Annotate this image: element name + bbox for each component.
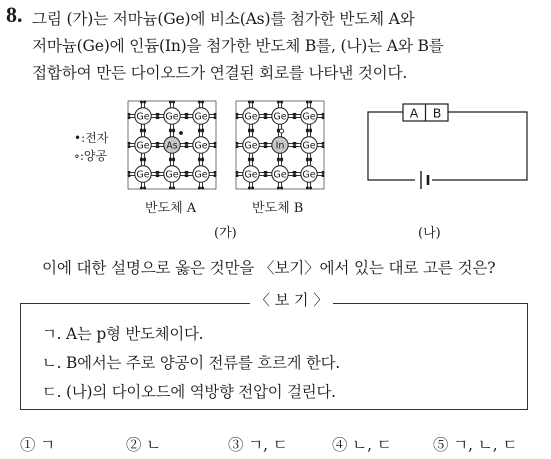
ge-atom-label: Ge <box>244 169 258 181</box>
stem-line-1: 그림 (가)는 저마늄(Ge)에 비소(As)를 첨가한 반도체 A와 <box>32 10 415 28</box>
circuit-wire <box>368 112 415 180</box>
legend-hole: ∘:양공 <box>74 149 108 163</box>
ge-atom-label: Ge <box>194 140 208 152</box>
choice-1[interactable]: ① ㄱ <box>20 436 56 454</box>
ge-atom-label: Ge <box>194 169 208 181</box>
ge-atom-label: Ge <box>273 111 287 123</box>
stem-line-3: 접합하여 만든 다이오드가 연결된 회로를 나타낸 것이다. <box>32 64 408 82</box>
choice-2[interactable]: ② ㄴ <box>126 436 162 454</box>
choice-5[interactable]: ⑤ ㄱ, ㄴ, ㄷ <box>433 436 518 454</box>
diode-label-b: B <box>432 105 442 121</box>
ge-atom-label: Ge <box>244 111 258 123</box>
ge-atom-label: Ge <box>165 169 179 181</box>
ge-atom-label: Ge <box>302 111 316 123</box>
ge-atom-label: Ge <box>136 140 150 152</box>
bogi-item-3: ㄷ. (나)의 다이오드에 역방향 전압이 걸린다. <box>42 383 336 401</box>
ge-atom-label: Ge <box>136 111 150 123</box>
circuit-wire <box>432 112 527 180</box>
ge-atom-label: Ge <box>136 169 150 181</box>
dopant-atom-label: In <box>275 140 285 152</box>
question-number: 8. <box>6 2 23 27</box>
ge-atom-label: Ge <box>244 140 258 152</box>
ge-atom-label: Ge <box>165 111 179 123</box>
figure-label-na: (나) <box>418 226 441 241</box>
caption-semiconductor-a: 반도체 A <box>145 201 197 216</box>
caption-semiconductor-b: 반도체 B <box>252 201 304 216</box>
question-stem <box>32 6 544 87</box>
legend-electron: •:전자 <box>74 131 109 145</box>
choice-4[interactable]: ④ ㄴ, ㄷ <box>332 436 392 454</box>
bogi-title: 〈 보 기 〉 <box>250 289 333 310</box>
ge-atom-label: Ge <box>273 169 287 181</box>
diode-label-a: A <box>409 105 419 121</box>
bogi-item-2: ㄴ. B에서는 주로 양공이 전류를 흐르게 한다. <box>42 354 340 372</box>
ge-atom-label: Ge <box>302 140 316 152</box>
ge-atom-label: Ge <box>302 169 316 181</box>
dopant-atom-label: As <box>166 140 178 152</box>
question-prompt: 이에 대한 설명으로 옳은 것만을 〈보기〉에서 있는 대로 고른 것은? <box>42 259 496 277</box>
figure-label-ga: (가) <box>214 226 237 241</box>
bogi-item-1: ㄱ. A는 p형 반도체이다. <box>42 325 204 343</box>
ge-atom-label: Ge <box>194 111 208 123</box>
choice-3[interactable]: ③ ㄱ, ㄷ <box>228 436 288 454</box>
stem-line-2: 저마늄(Ge)에 인듐(In)을 첨가한 반도체 B를, (나)는 A와 B를 <box>32 37 444 55</box>
